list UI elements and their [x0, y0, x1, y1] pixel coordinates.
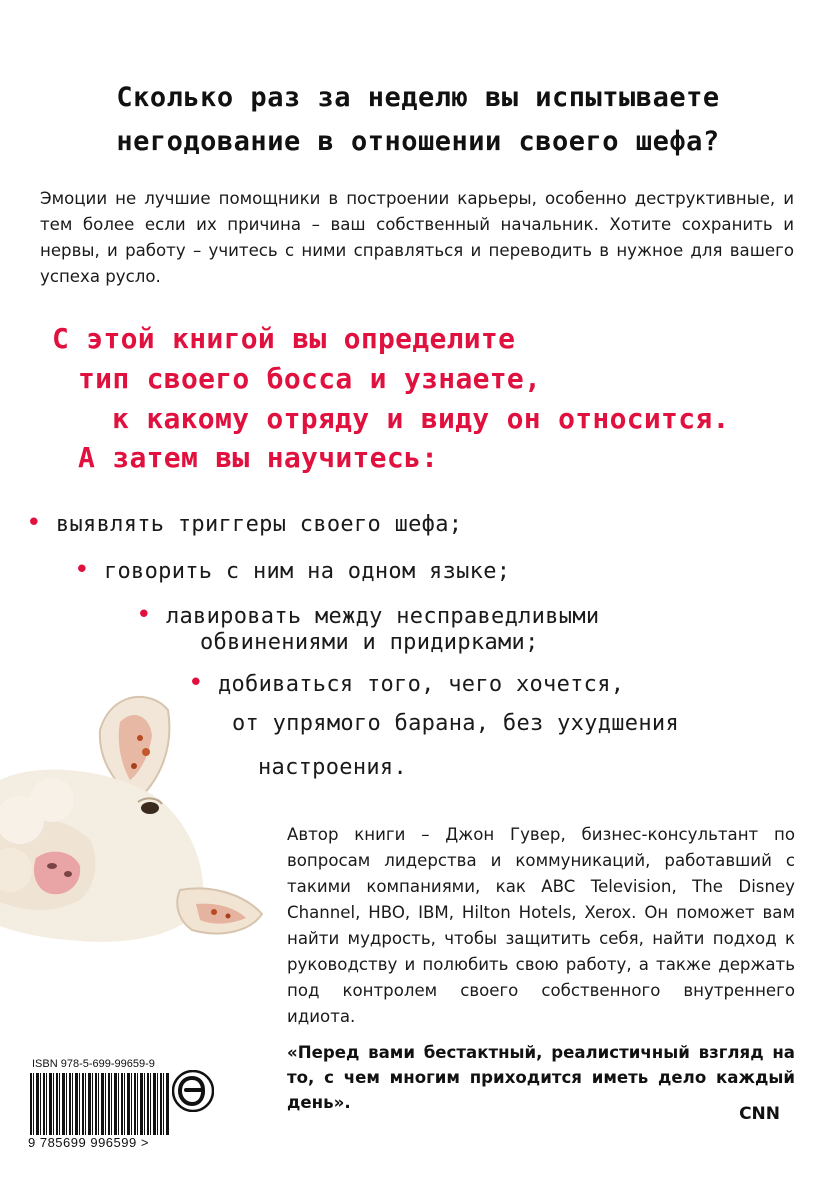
publisher-logo-icon: [172, 1070, 214, 1112]
highlight-line-1: С этой книгой вы определите: [52, 322, 516, 355]
bullet-item-1: [26, 508, 462, 538]
quote-source: CNN: [739, 1104, 780, 1124]
bullet-text: выявлять триггеры своего шефа;: [55, 512, 463, 537]
sheep-illustration: [0, 670, 290, 970]
isbn-label: ISBN 978-5-699-99659-9: [32, 1058, 155, 1070]
highlight-line-4: А затем вы научитесь:: [78, 441, 439, 474]
bullet-item-4-continuation-1: от упрямого барана, без ухудшения: [232, 711, 679, 736]
author-paragraph: Автор книги – Джон Гувер, бизнес-консультант по вопросам лидерства и коммуникаций, работавший с такими компаниями, как ABC Television, The Disney Channel, HBO, IBM, Hilton Hotels, Xerox. Он поможет вам найти мудрость, чтобы защитить себя, найти подход к руководству и полюбить свою работу, а также держать под контролем своего собственного внутреннего идиота.: [287, 825, 795, 1026]
bullet-dot-icon: •: [26, 508, 42, 538]
bullet-dot-icon: •: [136, 600, 152, 630]
barcode-icon: [30, 1073, 170, 1135]
bullet-dot-icon: •: [188, 668, 204, 698]
bullet-dot-icon: •: [74, 555, 90, 585]
bullet-text: добиваться того, чего хочется,: [217, 672, 625, 697]
headline-line-1: Сколько раз за неделю вы испытываете: [116, 82, 720, 113]
bullet-item-3: [136, 600, 599, 630]
bullet-text: лавировать между несправедливыми: [165, 604, 600, 629]
headline-line-2: негодование в отношении своего шефа?: [116, 126, 720, 157]
headline: [40, 76, 796, 164]
bullet-item-3-continuation: обвинениями и придирками;: [200, 630, 539, 655]
highlight-line-3: к какому отряду и виду он относится.: [112, 402, 730, 435]
barcode-digits: 9 785699 996599 >: [28, 1135, 149, 1150]
bullet-item-2: [74, 555, 510, 585]
bullet-item-4-continuation-2: настроения.: [258, 755, 407, 780]
intro-paragraph: Эмоции не лучшие помощники в построении карьеры, особенно деструктивные, и тем более если их причина – ваш собственный начальник. Хотите сохранить и нервы, и работу – учитесь с ними справляться и переводить в нужное для вашего успеха русло.: [40, 189, 794, 286]
highlight-line-2: тип своего босса и узнаете,: [78, 362, 542, 395]
review-quote: «Перед вами бестактный, реалистичный взгляд на то, с чем многим приходится иметь дело каждый день».: [287, 1043, 795, 1112]
bullet-text: говорить с ним на одном языке;: [103, 559, 511, 584]
